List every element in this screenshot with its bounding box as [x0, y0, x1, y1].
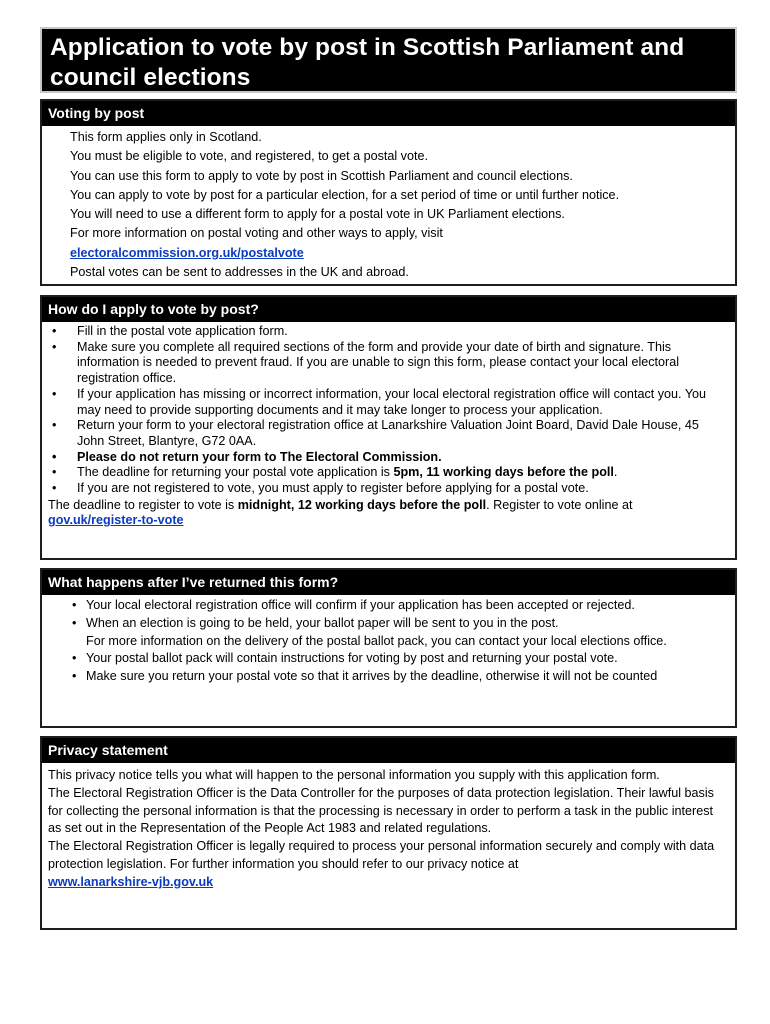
page-title: Application to vote by post in Scottish Parliament and council elections [50, 34, 685, 91]
privacy-paragraph: This privacy notice tells you what will happen to the personal information you supply with this application form. [48, 768, 660, 782]
list-item: • If you are not registered to vote, you must apply to register before applying for a postal vote. [48, 481, 729, 497]
voting-by-post-heading: Voting by post [42, 101, 735, 126]
privacy-heading: Privacy statement [42, 738, 735, 763]
how-to-apply-heading: How do I apply to vote by post? [42, 297, 735, 322]
postal-deadline: 5pm, 11 working days before the poll [393, 465, 614, 480]
privacy-paragraph: The Electoral Registration Officer is legally required to process your personal information securely and comply with data protection legislation. For further information you should refer to our privacy notice at [48, 839, 715, 871]
list-item: • Please do not return your form to The Electoral Commission. [48, 450, 729, 466]
list-item: • Make sure you return your postal vote so that it arrives by the deadline, otherwise it will not be counted [72, 668, 729, 686]
info-line: This form applies only in Scotland. [70, 130, 262, 144]
list-item: • Return your form to your electoral registration office at Lanarkshire Valuation Joint Board, David Dale House, 45 John Street, Blantyre, G72 0AA. [48, 418, 729, 449]
after-return-section [40, 568, 737, 728]
list-item: • If your application has missing or incorrect information, your local electoral registration office will contact you. You may need to provide supporting documents and it may take longer to process your application. [48, 387, 729, 418]
privacy-paragraph: The Electoral Registration Officer is the Data Controller for the purposes of data protection legislation. Their lawful basis for collecting the personal information is that the processing is necessary in order to perform a task in the public interest as set out in the Representation of the People Act 1983 and related regulations. [48, 785, 714, 836]
info-line: For more information on postal voting and other ways to apply, visit [70, 226, 443, 241]
register-deadline: midnight, 12 working days before the poll [237, 497, 487, 512]
register-deadline-note: The deadline to register to vote is midnight, 12 working days before the poll. Register to vote online at gov.uk/register-to-vote [48, 497, 633, 528]
list-item: • The deadline for returning your postal vote application is 5pm, 11 working days before the poll. [48, 465, 729, 481]
privacy-notice-link[interactable]: www.lanarkshire-vjb.gov.uk [48, 874, 214, 889]
form-title-banner [40, 27, 737, 93]
after-return-heading: What happens after I’ve returned this form? [42, 570, 735, 595]
list-item: • Your local electoral registration office will confirm if your application has been accepted or rejected. [72, 597, 729, 615]
info-line: You will need to use a different form to apply for a postal vote in UK Parliament elections. [70, 207, 565, 222]
info-line: You can use this form to apply to vote by post in Scottish Parliament and council elections. [70, 168, 573, 183]
privacy-section [40, 736, 737, 930]
how-to-apply-section [40, 295, 737, 560]
info-line: You can apply to vote by post for a particular election, for a set period of time or until further notice. [70, 187, 620, 202]
list-item: • Your postal ballot pack will contain instructions for voting by post and returning your postal vote. [72, 650, 729, 668]
list-item: • When an election is going to be held, your ballot paper will be sent to you in the post. For more information on the delivery of the postal ballot pack, you can contact your local elections office. [72, 615, 729, 651]
voting-by-post-section [40, 99, 737, 286]
info-line: You must be eligible to vote, and registered, to get a postal vote. [70, 149, 428, 164]
list-item: • Fill in the postal vote application form. [48, 324, 729, 340]
list-item: • Make sure you complete all required sections of the form and provide your date of birth and signature. This information is needed to prevent fraud. If you are unable to sign this form, please contact your local electoral registration office. [48, 340, 729, 387]
info-line: Postal votes can be sent to addresses in the UK and abroad. [70, 265, 409, 280]
postal-vote-info-link[interactable]: electoralcommission.org.uk/postalvote [70, 245, 304, 260]
register-to-vote-link[interactable]: gov.uk/register-to-vote [48, 513, 184, 528]
